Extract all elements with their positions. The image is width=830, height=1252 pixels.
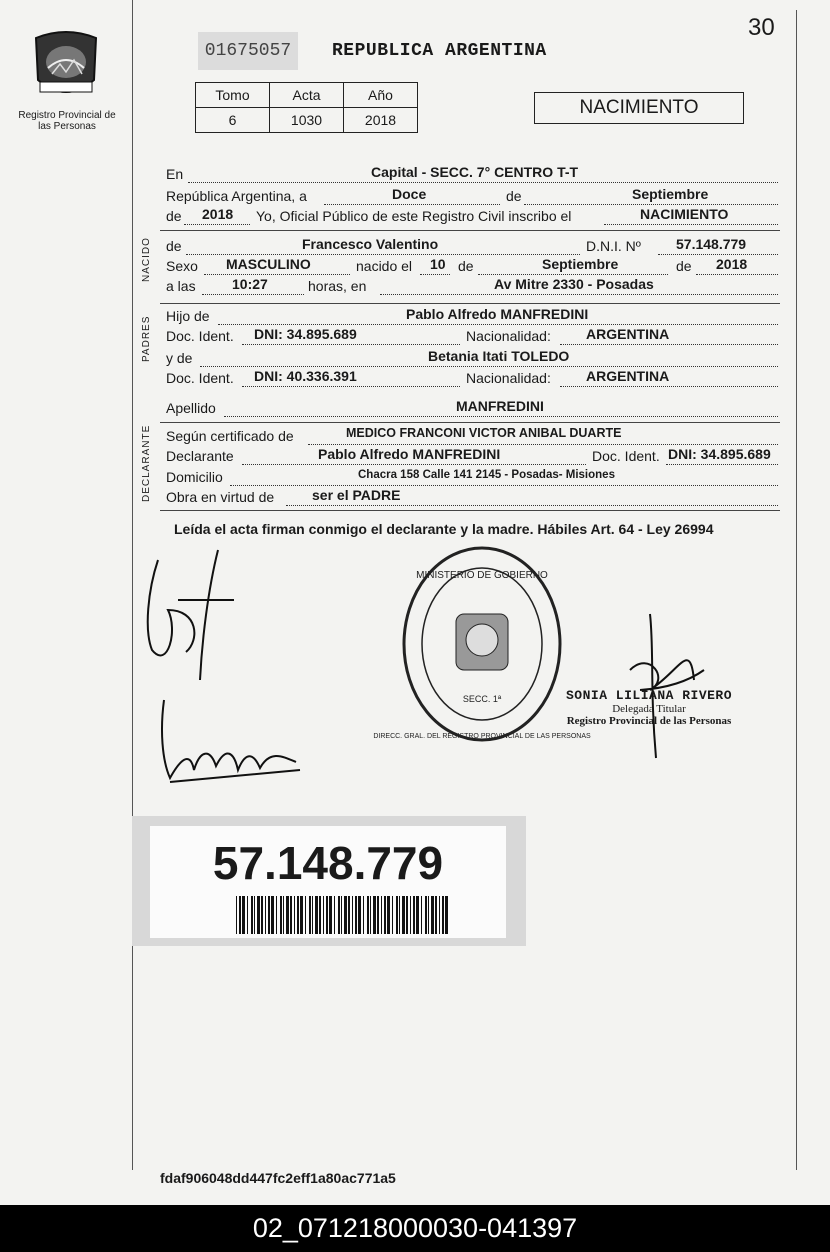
label-doc-2: Doc. Ident. <box>166 370 234 386</box>
row-name <box>166 236 778 256</box>
row-declarante <box>166 446 778 466</box>
register-header-row <box>196 83 418 108</box>
value-birth-year: 2018 <box>716 256 748 272</box>
barcode-bar <box>421 896 422 934</box>
left-margin-line <box>132 0 133 1170</box>
barcode-bar <box>367 896 369 934</box>
barcode-bar <box>280 896 282 934</box>
label-en: En <box>166 166 184 182</box>
register-value-row <box>196 108 418 133</box>
dni-sticker-inner <box>150 826 506 938</box>
label-domicilio: Domicilio <box>166 469 223 485</box>
row-father-doc <box>166 326 778 346</box>
register-header-tomo: Tomo <box>196 83 270 108</box>
value-act-type: NACIMIENTO <box>640 206 729 222</box>
row-date <box>166 186 778 206</box>
barcode-bar <box>319 896 321 934</box>
barcode-bar <box>276 896 277 934</box>
barcode <box>236 896 450 934</box>
seal-inner-text: MINISTERIO DE GOBIERNO <box>416 570 548 581</box>
label-de-5: de <box>676 258 692 274</box>
value-mother-doc: DNI: 40.336.391 <box>254 368 357 384</box>
value-sexo: MASCULINO <box>226 256 311 272</box>
dni-sticker-number: 57.148.779 <box>212 837 444 889</box>
label-obra: Obra en virtud de <box>166 489 275 505</box>
official-signature <box>620 610 710 760</box>
value-father-doc: DNI: 34.895.689 <box>254 326 357 342</box>
page-number: 30 <box>748 14 775 41</box>
serial-number: 01675057 <box>198 32 298 70</box>
footer-code: 02_071218000030-041397 <box>0 1205 830 1252</box>
value-declarante-name: Pablo Alfredo MANFREDINI <box>318 446 501 462</box>
value-day: Doce <box>392 186 427 202</box>
label-dni: D.N.I. Nº <box>586 238 641 254</box>
barcode-bar <box>283 896 284 934</box>
barcode-bar <box>294 896 295 934</box>
barcode-bar <box>363 896 364 934</box>
barcode-bar <box>373 896 376 934</box>
barcode-bar <box>445 896 448 934</box>
barcode-bar <box>435 896 437 934</box>
section-rule-end <box>160 510 780 511</box>
barcode-bar <box>247 896 248 934</box>
section-label-nacido: NACIDO <box>141 237 152 282</box>
right-margin-line <box>796 10 797 1170</box>
seal-ring-text: DIRECC. GRAL. DEL REGISTRO PROVINCIAL DE LAS PERSONAS <box>373 733 591 740</box>
barcode-bar <box>416 896 419 934</box>
barcode-bar <box>334 896 335 934</box>
barcode-bar <box>271 896 274 934</box>
section-rule-padres <box>160 303 780 304</box>
register-value-anio: 2018 <box>344 108 418 133</box>
label-sexo: Sexo <box>166 258 198 274</box>
value-child-dni: 57.148.779 <box>676 236 747 252</box>
section-label-declarante: DECLARANTE <box>141 424 152 502</box>
label-de: de <box>506 188 522 204</box>
official-seal <box>373 544 591 744</box>
value-domicilio: Chacra 158 Calle 141 2145 - Posadas- Misiones <box>358 469 615 481</box>
dni-sticker <box>132 816 526 946</box>
barcode-bar <box>286 896 289 934</box>
value-mother-name: Betania Itati TOLEDO <box>428 348 570 364</box>
barcode-bar <box>251 896 253 934</box>
label-yde: y de <box>166 350 193 366</box>
value-place-registry: Capital - SECC. 7° CENTRO T-T <box>371 164 579 180</box>
row-sexo <box>166 256 778 276</box>
barcode-bar <box>399 896 400 934</box>
barcode-bar <box>431 896 434 934</box>
row-time-place <box>166 276 778 296</box>
barcode-bar <box>428 896 429 934</box>
barcode-bar <box>312 896 313 934</box>
value-declarante-doc: DNI: 34.895.689 <box>668 446 771 462</box>
barcode-bar <box>305 896 306 934</box>
section-rule-declarante <box>160 422 780 423</box>
label-certificado: Según certificado de <box>166 428 294 444</box>
barcode-bar <box>396 896 398 934</box>
barcode-bar <box>370 896 371 934</box>
logo-caption: Registro Provincial de las Personas <box>18 110 116 132</box>
barcode-bar <box>242 896 245 934</box>
row-apellido <box>166 398 778 418</box>
barcode-bar <box>358 896 361 934</box>
row-mother-doc <box>166 368 778 388</box>
barcode-bar <box>329 896 332 934</box>
register-value-acta: 1030 <box>270 108 344 133</box>
barcode-bar <box>309 896 311 934</box>
value-birth-place: Av Mitre 2330 - Posadas <box>494 276 654 292</box>
value-father-name: Pablo Alfredo MANFREDINI <box>406 306 589 322</box>
value-obra: ser el PADRE <box>312 487 401 503</box>
label-doc-3: Doc. Ident. <box>592 448 660 464</box>
value-month: Septiembre <box>632 186 709 202</box>
barcode-bar <box>323 896 324 934</box>
register-value-tomo: 6 <box>196 108 270 133</box>
signer-name: SONIA LILIANA RIVERO <box>566 688 733 703</box>
signer-title: Delegada Titular <box>612 703 686 715</box>
barcode-bar <box>265 896 266 934</box>
label-hijo: Hijo de <box>166 308 210 324</box>
value-birth-month: Septiembre <box>542 256 619 272</box>
barcode-bar <box>315 896 318 934</box>
register-header-anio: Año <box>344 83 418 108</box>
barcode-bar <box>355 896 357 934</box>
legal-statement: Leída el acta firman conmigo el declarante y la madre. Hábiles Art. 64 - Ley 26994 <box>174 521 714 537</box>
signer-office: Registro Provincial de las Personas <box>566 715 732 727</box>
barcode-bar <box>410 896 411 934</box>
value-birth-day: 10 <box>430 256 446 272</box>
barcode-bar <box>377 896 379 934</box>
label-alas: a las <box>166 278 196 294</box>
barcode-bar <box>300 896 303 934</box>
barcode-bar <box>338 896 340 934</box>
row-en <box>166 164 778 184</box>
value-year: 2018 <box>202 206 234 222</box>
row-father <box>166 306 778 326</box>
register-header-acta: Acta <box>270 83 344 108</box>
barcode-bar <box>387 896 390 934</box>
barcode-bar <box>406 896 408 934</box>
value-apellido: MANFREDINI <box>456 398 544 414</box>
label-de-2: de <box>166 208 182 224</box>
label-de-3: de <box>166 238 182 254</box>
row-inscribo <box>166 206 778 226</box>
barcode-bar <box>257 896 260 934</box>
barcode-bar <box>425 896 427 934</box>
label-apellido: Apellido <box>166 400 216 416</box>
label-nacionalidad-1: Nacionalidad: <box>466 328 551 344</box>
section-rule-nacido <box>160 230 780 231</box>
row-certificado <box>166 426 778 446</box>
label-nacionalidad-2: Nacionalidad: <box>466 370 551 386</box>
barcode-bar <box>352 896 353 934</box>
barcode-bar <box>413 896 415 934</box>
document-hash: fdaf906048dd447fc2eff1a80ac771a5 <box>160 1170 396 1186</box>
label-nacido: nacido el <box>356 258 413 274</box>
barcode-bar <box>381 896 382 934</box>
label-inscribo: Yo, Oficial Público de este Registro Civil inscribo el <box>256 208 572 224</box>
seal-bottom-text: SECC. 1ª <box>462 694 502 704</box>
barcode-bar <box>326 896 328 934</box>
barcode-bar <box>254 896 255 934</box>
register-table <box>195 82 418 133</box>
barcode-bar <box>442 896 444 934</box>
barcode-bar <box>268 896 270 934</box>
section-label-padres: PADRES <box>141 315 152 362</box>
barcode-bar <box>297 896 299 934</box>
label-republica: República Argentina, a <box>166 188 307 204</box>
label-doc-1: Doc. Ident. <box>166 328 234 344</box>
declarante-signature <box>138 540 238 690</box>
value-father-nationality: ARGENTINA <box>586 326 670 342</box>
barcode-bar <box>290 896 292 934</box>
label-declarante: Declarante <box>166 448 234 464</box>
value-child-name: Francesco Valentino <box>302 236 439 252</box>
barcode-bar <box>341 896 342 934</box>
signer-block <box>566 688 732 727</box>
value-birth-time: 10:27 <box>232 276 268 292</box>
country-title: REPUBLICA ARGENTINA <box>332 41 547 61</box>
provincial-emblem-logo <box>30 24 102 106</box>
barcode-bar <box>348 896 350 934</box>
barcode-bar <box>439 896 440 934</box>
barcode-bar <box>392 896 393 934</box>
barcode-bar <box>344 896 347 934</box>
act-type-box: NACIMIENTO <box>534 92 744 124</box>
barcode-bar <box>402 896 405 934</box>
row-mother <box>166 348 778 368</box>
label-horas: horas, en <box>308 278 367 294</box>
barcode-bar <box>239 896 241 934</box>
barcode-bar <box>261 896 263 934</box>
value-mother-nationality: ARGENTINA <box>586 368 670 384</box>
label-de-4: de <box>458 258 474 274</box>
value-certificate-issuer: MEDICO FRANCONI VICTOR ANIBAL DUARTE <box>346 426 622 440</box>
barcode-bar <box>236 896 237 934</box>
row-obra <box>166 487 778 507</box>
mother-signature <box>150 690 310 790</box>
row-domicilio <box>166 467 778 487</box>
barcode-bar <box>384 896 386 934</box>
